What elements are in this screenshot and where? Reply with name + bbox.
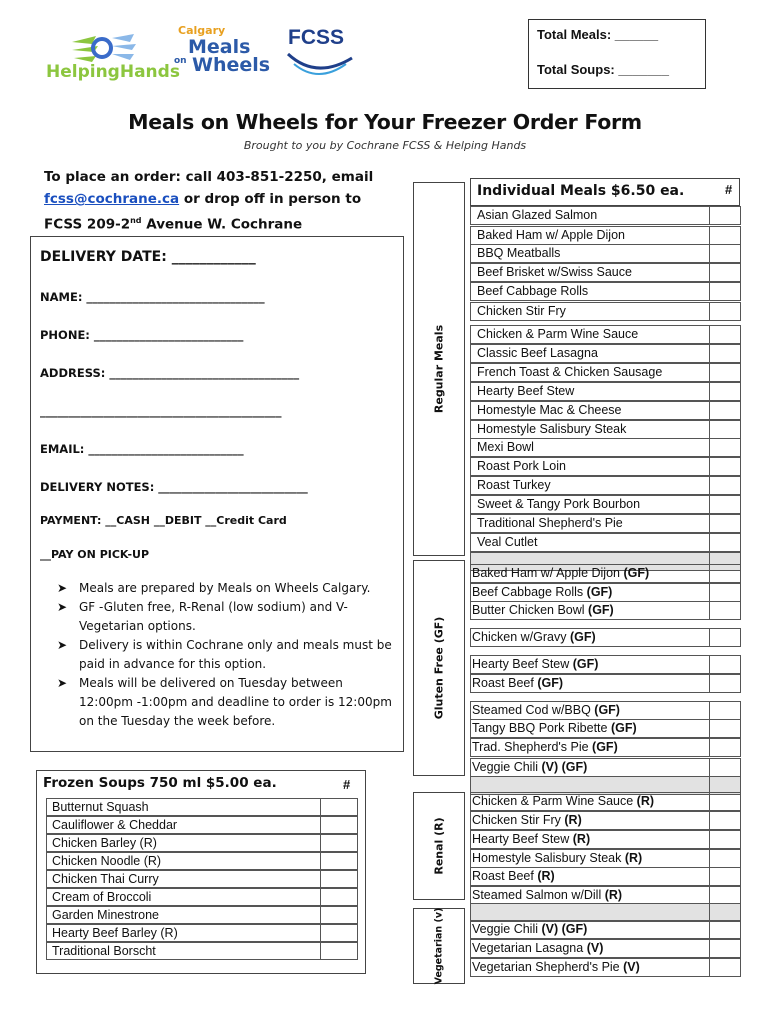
meal-row [470, 849, 741, 868]
arrow-bullet-icon: ➤ [57, 600, 68, 614]
meal-name-text: Vegetarian Lasagna [472, 941, 587, 955]
meal-name: Hearty Beef Stew [470, 382, 710, 401]
meal-name [470, 939, 710, 958]
section-vegetarian [413, 908, 465, 984]
meal-row [470, 628, 741, 647]
meal-name-text: Hearty Beef Stew [472, 657, 573, 671]
meal-quantity-cell[interactable] [709, 282, 741, 301]
meal-name [470, 628, 710, 647]
meal-row [470, 226, 741, 245]
meal-quantity-cell[interactable] [709, 533, 741, 552]
meal-name: Traditional Shepherd's Pie [470, 514, 710, 533]
section-label: Vegetarian (v) [433, 907, 445, 985]
pay-on-pickup[interactable]: __PAY ON PICK-UP [40, 548, 150, 561]
meal-row [470, 263, 741, 282]
total-meals[interactable]: Total Meals: ______ [537, 27, 659, 42]
soup-name: Chicken Noodle (R) [46, 852, 320, 870]
meal-quantity-cell[interactable] [709, 849, 741, 868]
meal-row [470, 719, 741, 738]
soup-name: Chicken Barley (R) [46, 834, 320, 852]
order-line-2: or drop off in person to [179, 191, 362, 207]
meal-name: Chicken Stir Fry [470, 302, 710, 321]
meal-name [470, 867, 710, 886]
soup-row [46, 942, 358, 960]
diet-tag: (GF) [592, 740, 618, 754]
meal-quantity-cell[interactable] [709, 811, 741, 830]
info-bullets [57, 579, 397, 731]
meal-quantity-cell[interactable] [709, 674, 741, 693]
soup-row [46, 906, 358, 924]
meal-row [470, 655, 741, 674]
meal-name [470, 701, 710, 720]
frozen-soups-panel [36, 770, 366, 974]
diet-tag: (GF) [537, 676, 564, 690]
arrow-bullet-icon: ➤ [57, 581, 68, 595]
customer-info-panel [30, 236, 404, 752]
soup-row [46, 888, 358, 906]
meal-name: Baked Ham w/ Apple Dijon [470, 226, 710, 245]
diet-tag: (R) [572, 832, 591, 846]
meal-quantity-cell[interactable] [709, 628, 741, 647]
bullet-item [57, 674, 397, 731]
meal-name-text: Beef Cabbage Rolls [472, 585, 587, 599]
meal-name-text: Veggie Chili [472, 760, 542, 774]
meal-quantity-cell[interactable] [709, 738, 741, 757]
address-field[interactable]: ADDRESS: _________________________________ [40, 366, 300, 380]
diet-tag: (GF) [610, 721, 637, 735]
name-field[interactable]: NAME: _______________________________ [40, 290, 265, 304]
section-label: Regular Meals [432, 324, 446, 414]
meals-on-wheels-logo: Calgary Meals on Wheels [174, 24, 271, 76]
soup-quantity-cell[interactable] [320, 870, 358, 888]
meal-name [470, 738, 710, 757]
meal-row [470, 244, 741, 263]
meal-row [470, 939, 741, 958]
order-line-1: To place an order: call 403-851-2250, email [44, 169, 374, 185]
meal-name [470, 849, 710, 868]
meal-quantity-cell[interactable] [709, 226, 741, 245]
meal-row [470, 420, 741, 439]
meal-name: Roast Turkey [470, 476, 710, 495]
section-label: Renal (R) [432, 817, 446, 875]
diet-tag: (GF) [588, 603, 614, 617]
meal-quantity-cell[interactable] [709, 655, 741, 674]
meal-name [470, 811, 710, 830]
meal-quantity-cell[interactable] [709, 401, 741, 420]
soup-row [46, 834, 358, 852]
section-regular [413, 182, 465, 556]
meal-name-text: Steamed Cod w/BBQ [472, 703, 595, 717]
meal-name: Homestyle Salisbury Steak [470, 420, 710, 439]
meals-quantity-header: # [725, 182, 733, 197]
meal-quantity-cell[interactable] [709, 344, 741, 363]
diet-tag: (GF) [594, 703, 620, 717]
meal-name-text: Chicken w/Gravy [472, 630, 570, 644]
meal-name: Mexi Bowl [470, 438, 710, 457]
meal-quantity-cell[interactable] [709, 457, 741, 476]
diet-tag: (GF) [569, 630, 596, 644]
arrow-bullet-icon: ➤ [57, 638, 68, 652]
meal-name-text: Baked Ham w/ Apple Dijon [472, 566, 624, 580]
meal-name: Roast Pork Loin [470, 457, 710, 476]
meal-row [470, 867, 741, 886]
meal-name-text: Hearty Beef Stew [472, 832, 573, 846]
soup-name: Traditional Borscht [46, 942, 320, 960]
meal-quantity-cell[interactable] [709, 939, 741, 958]
meal-name: BBQ Meatballs [470, 244, 710, 263]
section-renal [413, 792, 465, 900]
phone-field[interactable]: PHONE: __________________________ [40, 328, 244, 342]
meal-quantity-cell[interactable] [709, 830, 741, 849]
meal-row [470, 533, 741, 552]
meal-row [470, 476, 741, 495]
bullet-text: Meals will be delivered on Tuesday between 12:00pm -1:00pm and deadline to order is 12:00pm on the Tuesday the week before. [79, 676, 392, 728]
meal-row [470, 401, 741, 420]
meal-name-text: Homestyle Salisbury Steak [472, 851, 625, 865]
meal-row [470, 601, 741, 620]
bullet-item [57, 579, 397, 598]
meal-row [470, 674, 741, 693]
totals-box [528, 19, 706, 89]
meal-name [470, 719, 710, 738]
meal-row [470, 583, 741, 602]
meal-row [470, 382, 741, 401]
meal-name [470, 920, 710, 939]
soup-quantity-cell[interactable] [320, 852, 358, 870]
diet-tag: (V) [586, 941, 604, 955]
meal-name [470, 830, 710, 849]
soup-row [46, 798, 358, 816]
meal-row [470, 514, 741, 533]
meal-name [470, 655, 710, 674]
meal-name: Beef Cabbage Rolls [470, 282, 710, 301]
page-title: Meals on Wheels for Your Freezer Order Form [128, 110, 642, 134]
meal-quantity-cell[interactable] [709, 206, 741, 225]
bullet-item [57, 598, 397, 636]
meal-name [470, 792, 710, 811]
meal-quantity-cell[interactable] [709, 920, 741, 939]
email-field[interactable]: EMAIL: ___________________________ [40, 442, 244, 456]
order-line-3b: Avenue W. Cochrane [141, 216, 303, 233]
diet-tag: (R) [604, 888, 623, 902]
meal-name-text: Trad. Shepherd's Pie [472, 740, 593, 754]
meal-name-text: Chicken Stir Fry [472, 813, 565, 827]
meal-row [470, 344, 741, 363]
meal-name: French Toast & Chicken Sausage [470, 363, 710, 382]
order-line-3: FCSS 209-2 [44, 216, 131, 233]
meal-row [470, 363, 741, 382]
meal-name-text: Veggie Chili [472, 922, 542, 936]
soup-name: Cream of Broccoli [46, 888, 320, 906]
meal-row [470, 438, 741, 457]
meal-row [470, 738, 741, 757]
meal-quantity-cell[interactable] [709, 438, 741, 457]
meal-quantity-cell[interactable] [709, 363, 741, 382]
meal-quantity-cell[interactable] [709, 302, 741, 321]
meal-name-text: Roast Beef [472, 869, 538, 883]
diet-tag: (R) [624, 851, 643, 865]
meal-name-text: Butter Chicken Bowl [472, 603, 589, 617]
meal-name-text: Vegetarian Shepherd's Pie [472, 960, 624, 974]
meal-name [470, 583, 710, 602]
diet-tag: (R) [636, 794, 655, 808]
meal-quantity-cell[interactable] [709, 867, 741, 886]
bullet-text: Delivery is within Cochrane only and meals must be paid in advance for this option. [79, 638, 392, 671]
soup-name: Cauliflower & Cheddar [46, 816, 320, 834]
meal-row [470, 564, 741, 583]
soup-row [46, 924, 358, 942]
meal-quantity-cell[interactable] [709, 514, 741, 533]
ordinal-suffix: nd [130, 216, 142, 225]
address-line-2[interactable]: __________________________________________ [40, 404, 282, 418]
fcss-logo: FCSS [286, 26, 356, 78]
meal-quantity-cell[interactable] [709, 476, 741, 495]
meal-row [470, 457, 741, 476]
meal-name-text: Tangy BBQ Pork Ribette [472, 721, 611, 735]
diet-tag: (V) [623, 960, 640, 974]
meal-quantity-cell[interactable] [709, 719, 741, 738]
meal-name [470, 958, 710, 977]
order-instructions [44, 166, 373, 236]
soup-quantity-cell[interactable] [320, 834, 358, 852]
soups-quantity-header: # [343, 777, 351, 792]
helping-hands-logo: HelpingHands [44, 26, 156, 86]
meal-row [470, 958, 741, 977]
meal-quantity-cell[interactable] [709, 420, 741, 439]
email-link[interactable]: fcss@cochrane.ca [44, 191, 180, 207]
arrow-bullet-icon: ➤ [57, 676, 68, 690]
delivery-date-field[interactable]: DELIVERY DATE: ____________ [40, 249, 256, 265]
meal-name: Beef Brisket w/Swiss Sauce [470, 263, 710, 282]
meal-quantity-cell[interactable] [709, 495, 741, 514]
meal-quantity-cell[interactable] [709, 958, 741, 977]
meal-name: Asian Glazed Salmon [470, 206, 710, 225]
soup-row [46, 852, 358, 870]
soup-name: Hearty Beef Barley (R) [46, 924, 320, 942]
meal-name: Homestyle Mac & Cheese [470, 401, 710, 420]
payment-options[interactable]: PAYMENT: __CASH __DEBIT __Credit Card [40, 514, 287, 527]
soup-quantity-cell[interactable] [320, 924, 358, 942]
diet-tag: (GF) [586, 585, 613, 599]
soup-name: Butternut Squash [46, 798, 320, 816]
meal-name: Sweet & Tangy Pork Bourbon [470, 495, 710, 514]
bullet-text: GF -Gluten free, R-Renal (low sodium) and V-Vegetarian options. [79, 600, 348, 633]
meal-name-text: Roast Beef [472, 676, 538, 690]
meal-quantity-cell[interactable] [709, 564, 741, 583]
soup-quantity-cell[interactable] [320, 906, 358, 924]
bullet-text: Meals are prepared by Meals on Wheels Calgary. [79, 581, 371, 595]
soup-name: Chicken Thai Curry [46, 870, 320, 888]
diet-tag: (V) (GF) [541, 760, 588, 774]
diet-tag: (V) (GF) [541, 922, 588, 936]
meal-name [470, 601, 710, 620]
meal-quantity-cell[interactable] [709, 792, 741, 811]
meal-row [470, 701, 741, 720]
meal-quantity-cell[interactable] [709, 583, 741, 602]
meal-row [470, 302, 741, 321]
soup-quantity-cell[interactable] [320, 816, 358, 834]
soup-quantity-cell[interactable] [320, 798, 358, 816]
meal-quantity-cell[interactable] [709, 758, 741, 777]
diet-tag: (R) [537, 869, 555, 883]
soup-name: Garden Minestrone [46, 906, 320, 924]
soup-quantity-cell[interactable] [320, 942, 358, 960]
meal-name: Veal Cutlet [470, 533, 710, 552]
meal-name [470, 564, 710, 583]
meal-row [470, 495, 741, 514]
diet-tag: (GF) [572, 657, 599, 671]
diet-tag: (GF) [623, 566, 650, 580]
bullet-item [57, 636, 397, 674]
meals-header [470, 178, 740, 206]
meal-name [470, 758, 710, 777]
section-label: Gluten Free (GF) [432, 616, 446, 720]
meal-name-text: Steamed Salmon w/Dill [472, 888, 605, 902]
soup-quantity-cell[interactable] [320, 888, 358, 906]
meal-row [470, 325, 741, 344]
section-gluten-free [413, 560, 465, 776]
meal-name [470, 674, 710, 693]
meal-row [470, 920, 741, 939]
meal-row [470, 758, 741, 777]
diet-tag: (R) [564, 813, 582, 827]
meal-row [470, 792, 741, 811]
meal-name: Classic Beef Lasagna [470, 344, 710, 363]
page-subtitle: Brought to you by Cochrane FCSS & Helping Hands [243, 139, 527, 152]
meal-row [470, 282, 741, 301]
delivery-notes-field[interactable]: DELIVERY NOTES: __________________________ [40, 480, 308, 494]
total-soups[interactable]: Total Soups: _______ [537, 62, 669, 77]
meal-quantity-cell[interactable] [709, 325, 741, 344]
meal-quantity-cell[interactable] [709, 601, 741, 620]
soup-row [46, 816, 358, 834]
meal-quantity-cell[interactable] [709, 263, 741, 282]
meal-quantity-cell[interactable] [709, 701, 741, 720]
soups-heading: Frozen Soups 750 ml $5.00 ea. [43, 775, 277, 791]
soup-row [46, 870, 358, 888]
meal-name: Chicken & Parm Wine Sauce [470, 325, 710, 344]
meal-name-text: Chicken & Parm Wine Sauce [472, 794, 637, 808]
meal-row [470, 830, 741, 849]
meals-heading: Individual Meals $6.50 ea. [477, 183, 685, 199]
meal-row [470, 811, 741, 830]
meal-quantity-cell[interactable] [709, 244, 741, 263]
meal-row [470, 206, 741, 225]
meal-quantity-cell[interactable] [709, 382, 741, 401]
